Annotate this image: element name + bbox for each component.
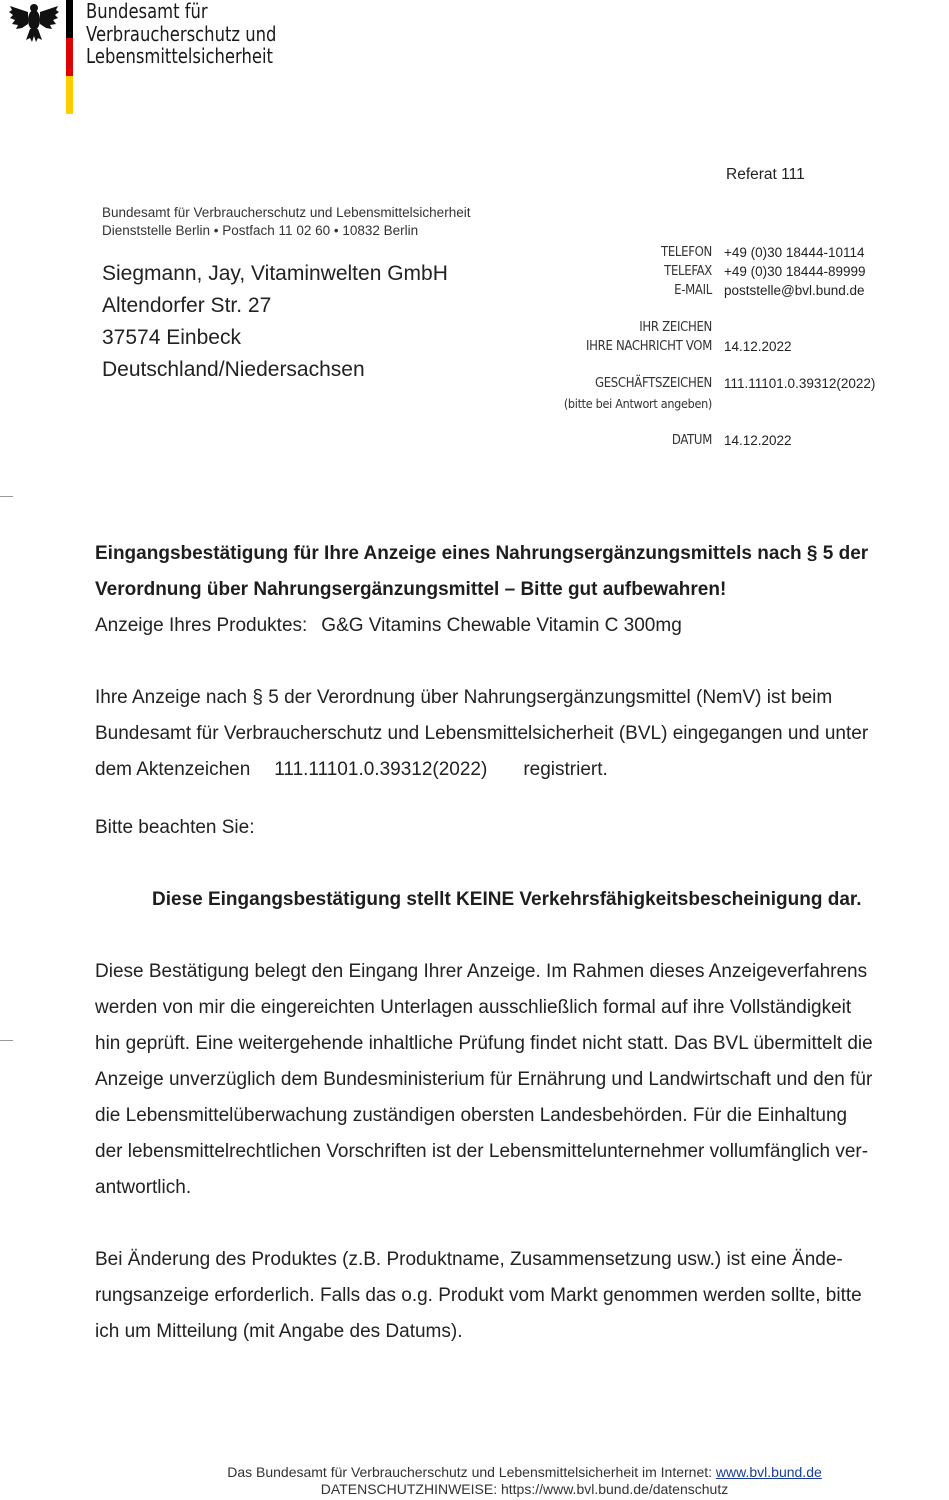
datum-label: DATUM — [671, 433, 712, 448]
note-intro: Bitte beachten Sie: — [95, 817, 255, 838]
fold-mark — [0, 496, 13, 497]
logo-line-3: Lebensmittelsicherheit — [86, 44, 273, 68]
recipient-line-4: Deutschland/Niedersachsen — [102, 358, 365, 381]
paragraph-confirmation — [95, 954, 945, 1206]
footer-privacy: DATENSCHUTZHINWEISE: https://www.bvl.bund.de/datenschutz — [320, 1481, 729, 1497]
footer — [0, 1464, 949, 1498]
product-name: G&G Vitamins Chewable Vitamin C 300mg — [321, 615, 682, 636]
para2-line: die Lebensmittelüberwachung zuständigen obersten Landesbehörden. Für die Einhaltung — [95, 1105, 848, 1126]
telefax-label: TELEFAX — [664, 264, 712, 279]
para1-line: Bundesamt für Verbraucherschutz und Lebensmittelsicherheit (BVL) eingegangen und unter — [95, 723, 869, 744]
para3-line: rungsanzeige erforderlich. Falls das o.g. Produkt vom Markt genommen werden sollte, bitte — [95, 1285, 862, 1306]
recipient-line-2: Altendorfer Str. 27 — [102, 294, 272, 317]
para3-line: ich um Mitteilung (mit Angabe des Datums). — [95, 1321, 463, 1342]
logo-line-1: Bundesamt für — [86, 0, 208, 23]
email-value: poststelle@bvl.bund.de — [724, 283, 865, 298]
para2-line: werden von mir die eingereichten Unterlagen ausschließlich formal auf ihre Vollständigkeit — [95, 997, 852, 1018]
para3-line: Bei Änderung des Produktes (z.B. Produktname, Zusammensetzung usw.) ist eine Ände- — [95, 1249, 843, 1270]
referat: Referat 111 — [726, 166, 805, 183]
fold-mark — [0, 1040, 13, 1041]
datum-value: 14.12.2022 — [724, 433, 792, 448]
logo-line-2: Verbraucherschutz und — [86, 21, 277, 46]
flag-stripe-gold — [66, 76, 73, 114]
notice-statement: Diese Eingangsbestätigung stellt KEINE Verkehrsfähigkeitsbescheinigung dar. — [152, 889, 862, 910]
file-reference: 111.11101.0.39312(2022) — [274, 759, 488, 780]
geschaeftszeichen-hint: (bitte bei Antwort angeben) — [563, 396, 712, 411]
sender-line-2: Dienststelle Berlin • Postfach 11 02 60 • 10832 Berlin — [102, 223, 419, 238]
para1-line3-end: registriert. — [523, 759, 608, 780]
para1-line: Ihre Anzeige nach § 5 der Verordnung über Nahrungsergänzungsmittel (NemV) ist beim — [95, 687, 833, 708]
nachricht-value: 14.12.2022 — [724, 339, 792, 354]
letter-headline — [95, 536, 945, 608]
para2-line: antwortlich. — [95, 1177, 192, 1198]
recipient-address — [102, 258, 448, 386]
flag-bar — [66, 0, 73, 114]
sender-line-1: Bundesamt für Verbraucherschutz und Lebensmittelsicherheit — [102, 205, 471, 220]
recipient-line-1: Siegmann, Jay, Vitaminwelten GmbH — [102, 262, 448, 285]
paragraph-registration — [95, 680, 945, 788]
headline-line-2: Verordnung über Nahrungsergänzungsmittel – Bitte gut aufbewahren! — [95, 579, 727, 600]
email-label: E-MAIL — [674, 283, 712, 298]
footer-line-1 — [0, 1464, 949, 1481]
geschaeftszeichen-value: 111.11101.0.39312(2022) — [724, 376, 876, 391]
website-link[interactable]: www.bvl.bund.de — [715, 1464, 822, 1480]
ihr-zeichen-label: IHR ZEICHEN — [639, 320, 712, 335]
flag-stripe-red — [66, 38, 73, 76]
nachricht-label: IHRE NACHRICHT VOM — [585, 339, 712, 354]
federal-eagle-icon — [8, 0, 60, 44]
para2-line: Anzeige unverzüglich dem Bundesministerium für Ernährung und Landwirtschaft und den für — [95, 1069, 873, 1090]
sender-address — [102, 204, 470, 240]
footer-internet-text: Das Bundesamt für Verbraucherschutz und Lebensmittelsicherheit im Internet: — [227, 1464, 713, 1480]
product-line — [95, 608, 945, 644]
telefax-value: +49 (0)30 18444-89999 — [724, 264, 866, 279]
recipient-line-3: 37574 Einbeck — [102, 326, 241, 349]
para1-line-3 — [95, 752, 945, 788]
flag-stripe-black — [66, 0, 73, 38]
headline-line-1: Eingangsbestätigung für Ihre Anzeige eines Nahrungsergänzungsmittels nach § 5 der — [95, 543, 869, 564]
paragraph-changes — [95, 1242, 945, 1350]
agency-logo-text — [86, 0, 276, 68]
product-label: Anzeige Ihres Produktes: — [95, 615, 308, 636]
para2-line: hin geprüft. Eine weitergehende inhaltliche Prüfung findet nicht statt. Das BVL übermittelt die — [95, 1033, 873, 1054]
telefon-label: TELEFON — [660, 245, 712, 260]
para1-line3-start: dem Aktenzeichen — [95, 759, 251, 780]
geschaeftszeichen-label: GESCHÄFTSZEICHEN — [594, 376, 712, 391]
para2-line: Diese Bestätigung belegt den Eingang Ihrer Anzeige. Im Rahmen dieses Anzeigeverfahrens — [95, 961, 868, 982]
telefon-value: +49 (0)30 18444-10114 — [724, 245, 865, 260]
para2-line: der lebensmittelrechtlichen Vorschriften ist der Lebensmittelunternehmer vollumfänglich ver- — [95, 1141, 869, 1162]
